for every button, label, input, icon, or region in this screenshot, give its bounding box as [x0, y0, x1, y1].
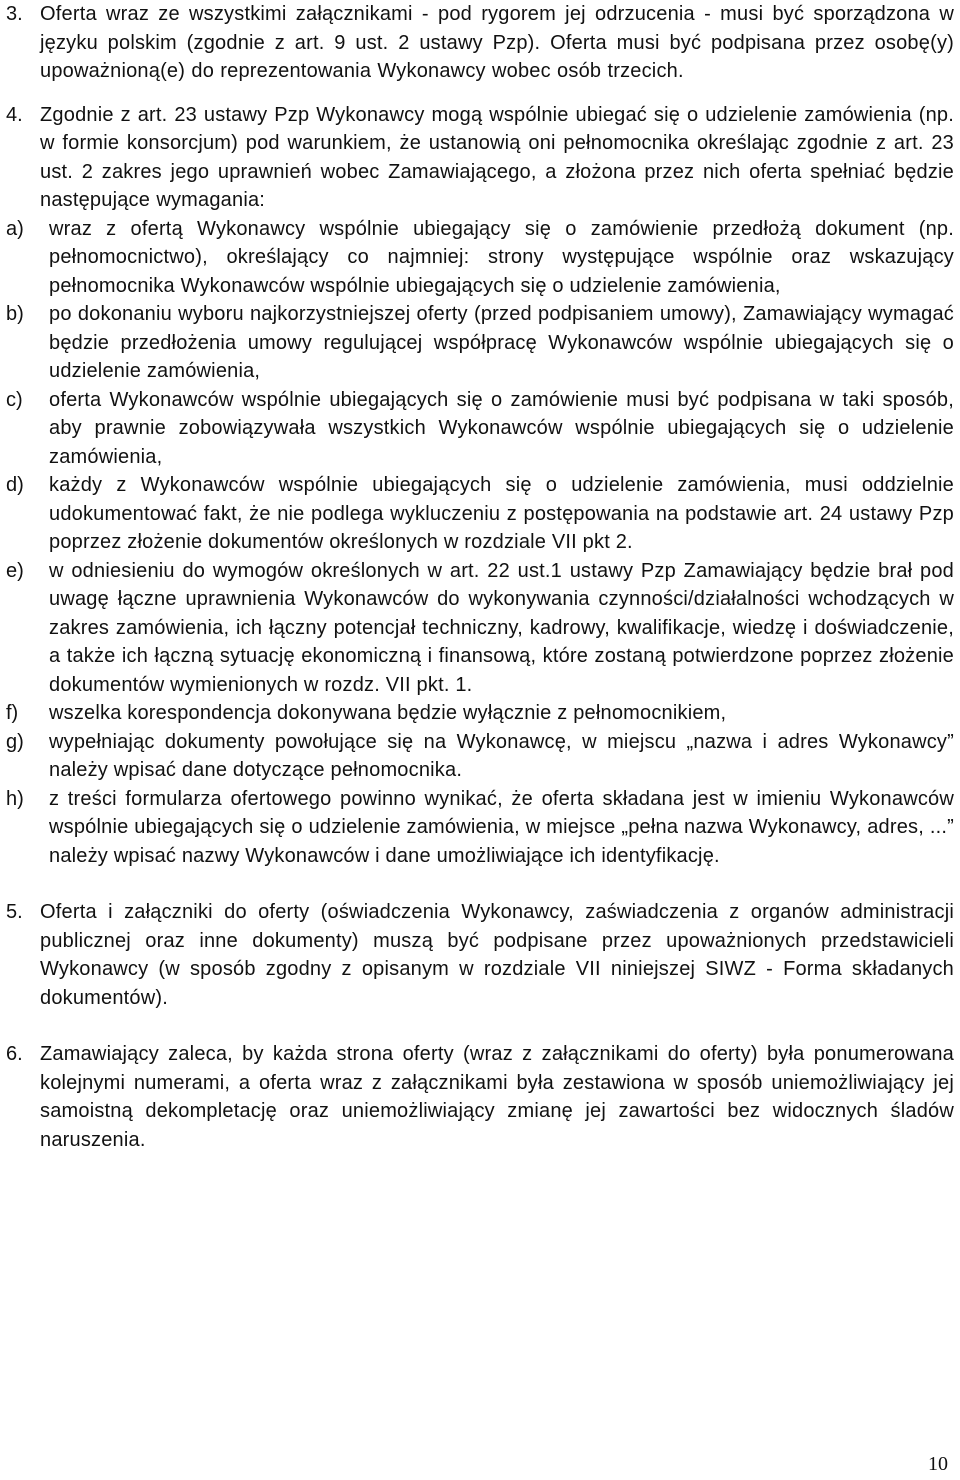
section-text: Oferta wraz ze wszystkimi załącznikami - pod rygorem jej odrzucenia - musi być sporządzona w języku polskim (zgodnie z art. 9 ust. 2 ustawy Pzp). Oferta musi być podpisana przez osobę(y) upoważnioną(e) do reprezentowania Wykonawcy wobec osób trzecich. — [40, 3, 954, 82]
list-item-text: z treści formularza ofertowego powinno wynikać, że oferta składana jest w imieniu Wykonawców wspólnie ubiegających się o udzielenie zamówienia, w miejsce „pełna nazwa Wykonawcy, adres, ...” należy wpisać nazwy Wykonawców i dane umożliwiające ich identyfikację. — [49, 787, 954, 867]
section-3 — [0, 0, 954, 86]
section-number: 4. — [6, 103, 23, 126]
list-item-a — [0, 215, 954, 301]
list-item-b — [0, 300, 954, 386]
list-item-label: a) — [6, 217, 24, 240]
spacer — [0, 86, 960, 101]
list-item-label: h) — [6, 787, 24, 810]
section-5 — [0, 898, 954, 1012]
list-item-label: f) — [6, 702, 19, 724]
list-item-text: wszelka korespondencja dokonywana będzie wyłącznie z pełnomocnikiem, — [49, 702, 727, 724]
section-text: Oferta i załączniki do oferty (oświadczenia Wykonawcy, zaświadczenia z organów administracji publicznej oraz inne dokumenty) muszą być podpisane przez upoważnionych przedstawicieli Wykonawcy (w sposób zgodny z opisanym w rozdziale VII niniejszej SIWZ - Forma składanych dokumentów). — [40, 901, 954, 1009]
list-item-text: w odniesieniu do wymogów określonych w art. 22 ust.1 ustawy Pzp Zamawiający będzie brał pod uwagę łączne uprawnienia Wykonawców do wykonywania czynności/działalności wchodzących w zakres zamówienia, ich łączny potencjał techniczny, kadrowy, kwalifikacje, wiedzę i doświadczenie, a także ich łączną sytuację ekonomiczną i finansową, które zostaną potwierdzone poprzez złożenie dokumentów wymienionych w rozdz. VII pkt. 1. — [49, 559, 954, 696]
list-item-text: każdy z Wykonawców wspólnie ubiegających się o udzielenie zamówienia, musi oddzielnie udokumentować fakt, że nie podlega wykluczeniu z postępowania na podstawie art. 24 ustawy Pzp poprzez złożenie dokumentów określonych w rozdziale VII pkt 2. — [49, 474, 954, 553]
list-item-text: oferta Wykonawców wspólnie ubiegających się o zamówienie musi być podpisana w taki sposób, aby prawnie zobowiązywała wszystkich Wykonawców wspólnie ubiegających się o udzielenie zamówienia, — [49, 388, 954, 468]
list-item-label: g) — [6, 730, 24, 753]
page-number: 10 — [928, 1453, 948, 1475]
list-item-c — [0, 386, 954, 472]
list-item-d — [0, 471, 954, 557]
section-text: Zamawiający zaleca, by każda strona oferty (wraz z załącznikami do oferty) była ponumerowana kolejnymi numerami, a oferta wraz z załącznikami była zestawiona w sposób uniemożliwiający jej samoistną dekompletację oraz uniemożliwiający zmianę jej zawartości bez widocznych śladów naruszenia. — [40, 1043, 954, 1151]
section-4 — [0, 101, 954, 215]
list-item-text: wraz z ofertą Wykonawcy wspólnie ubiegający się o zamówienie przedłożą dokument (np. pełnomocnictwo), określający co najmniej: strony występujące wspólnie oraz wskazujący pełnomocnika Wykonawców wspólnie ubiegających się o udzielenie zamówienia, — [49, 217, 954, 297]
section-text: Zgodnie z art. 23 ustawy Pzp Wykonawcy mogą wspólnie ubiegać się o udzielenie zamówienia (np. w formie konsorcjum) pod warunkiem, że ustanowią oni pełnomocnika określając zgodnie z art. 23 ust. 2 zakres jego uprawnień wobec Zamawiającego, a złożona przez nich oferta spełniać będzie następujące wymagania: — [40, 103, 954, 211]
list-item-label: d) — [6, 474, 24, 496]
section-number: 3. — [6, 3, 23, 25]
list-item-text: wypełniając dokumenty powołujące się na Wykonawcę, w miejscu „nazwa i adres Wykonawcy” należy wpisać dane dotyczące pełnomocnika. — [49, 730, 954, 781]
section-number: 6. — [6, 1043, 23, 1065]
spacer — [0, 1012, 960, 1040]
list-item-e — [0, 557, 954, 700]
list-item-label: b) — [6, 303, 24, 325]
list-item-h — [0, 785, 954, 871]
section-number: 5. — [6, 901, 23, 923]
list-item-text: po dokonaniu wyboru najkorzystniejszej oferty (przed podpisaniem umowy), Zamawiający wymagać będzie przedłożenia umowy regulującej współpracę Wykonawców wspólnie ubiegających się o udzielenie zamówienia, — [49, 303, 954, 382]
list-item-g — [0, 728, 954, 785]
list-item-label: e) — [6, 559, 24, 582]
spacer — [0, 870, 960, 898]
requirements-list — [0, 215, 960, 871]
list-item-label: c) — [6, 388, 23, 411]
list-item-f — [0, 699, 954, 728]
section-6 — [0, 1040, 954, 1154]
